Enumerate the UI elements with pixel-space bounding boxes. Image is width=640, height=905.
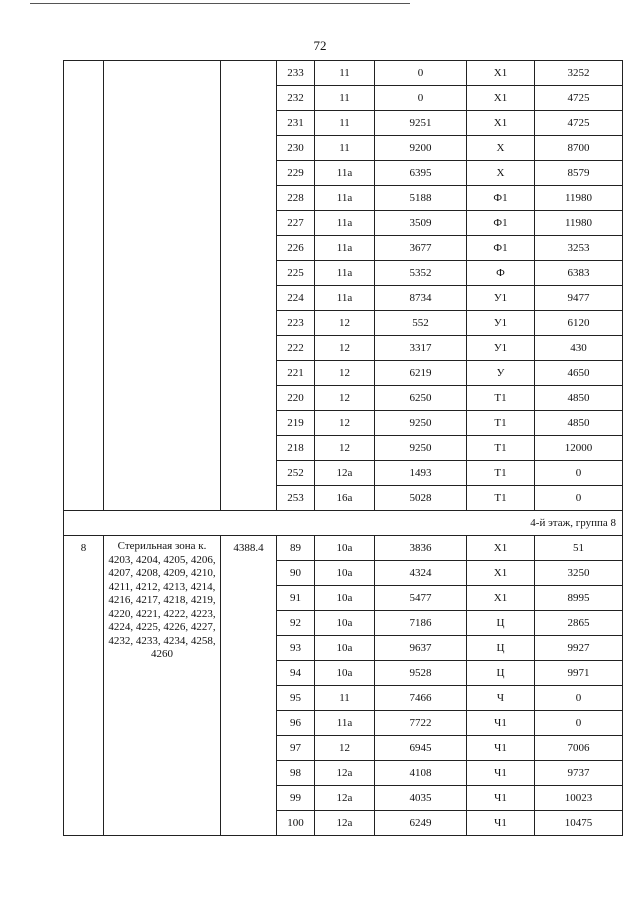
value-cell: 8734 bbox=[375, 286, 467, 311]
value-cell: 6250 bbox=[375, 386, 467, 411]
room-cell: 95 bbox=[277, 686, 315, 711]
code-cell: Ф1 bbox=[467, 236, 535, 261]
amount-cell: 10475 bbox=[535, 811, 623, 836]
value-cell: 3317 bbox=[375, 336, 467, 361]
room-cell: 93 bbox=[277, 636, 315, 661]
code-cell: У1 bbox=[467, 336, 535, 361]
amount-cell: 4850 bbox=[535, 411, 623, 436]
code-cell: X1 bbox=[467, 61, 535, 86]
value-cell: 9200 bbox=[375, 136, 467, 161]
room-cell: 231 bbox=[277, 111, 315, 136]
amount-cell: 4725 bbox=[535, 111, 623, 136]
amount-cell: 51 bbox=[535, 536, 623, 561]
group-heading: 4-й этаж, группа 8 bbox=[64, 511, 623, 536]
amount-cell: 9477 bbox=[535, 286, 623, 311]
code-cell: Ф bbox=[467, 261, 535, 286]
amount-cell: 7006 bbox=[535, 736, 623, 761]
table-row bbox=[64, 536, 623, 561]
code-cell: X bbox=[467, 161, 535, 186]
type-cell: 12a bbox=[315, 811, 375, 836]
value-cell: 6249 bbox=[375, 811, 467, 836]
code-cell: Т1 bbox=[467, 411, 535, 436]
value-cell: 6945 bbox=[375, 736, 467, 761]
amount-cell: 9971 bbox=[535, 661, 623, 686]
room-cell: 97 bbox=[277, 736, 315, 761]
amount-cell: 0 bbox=[535, 486, 623, 511]
code-cell: Ч1 bbox=[467, 711, 535, 736]
room-cell: 253 bbox=[277, 486, 315, 511]
type-cell: 10a bbox=[315, 636, 375, 661]
value-cell: 9251 bbox=[375, 111, 467, 136]
type-cell: 11a bbox=[315, 236, 375, 261]
value-cell: 9250 bbox=[375, 411, 467, 436]
code-cell: Ф1 bbox=[467, 211, 535, 236]
room-cell: 94 bbox=[277, 661, 315, 686]
code-cell: X1 bbox=[467, 86, 535, 111]
code-cell: X1 bbox=[467, 561, 535, 586]
group-number-cell bbox=[64, 61, 104, 511]
register-table-body bbox=[64, 61, 623, 836]
code-cell: Ч1 bbox=[467, 761, 535, 786]
type-cell: 12 bbox=[315, 736, 375, 761]
room-cell: 232 bbox=[277, 86, 315, 111]
type-cell: 12a bbox=[315, 786, 375, 811]
value-cell: 4035 bbox=[375, 786, 467, 811]
value-cell: 7722 bbox=[375, 711, 467, 736]
code-cell: Ч bbox=[467, 686, 535, 711]
code-cell: X bbox=[467, 136, 535, 161]
room-cell: 98 bbox=[277, 761, 315, 786]
amount-cell: 4850 bbox=[535, 386, 623, 411]
code-cell: У1 bbox=[467, 311, 535, 336]
type-cell: 11 bbox=[315, 111, 375, 136]
type-cell: 11 bbox=[315, 136, 375, 161]
amount-cell: 3253 bbox=[535, 236, 623, 261]
code-cell: У1 bbox=[467, 286, 535, 311]
amount-cell: 8700 bbox=[535, 136, 623, 161]
value-cell: 5477 bbox=[375, 586, 467, 611]
amount-cell: 0 bbox=[535, 711, 623, 736]
group-area: 4388.4 bbox=[221, 536, 277, 836]
type-cell: 12 bbox=[315, 361, 375, 386]
type-cell: 11 bbox=[315, 61, 375, 86]
scan-top-line bbox=[30, 3, 410, 4]
code-cell: У bbox=[467, 361, 535, 386]
room-cell: 96 bbox=[277, 711, 315, 736]
group-heading-row bbox=[64, 511, 623, 536]
code-cell: Ц bbox=[467, 611, 535, 636]
type-cell: 11a bbox=[315, 286, 375, 311]
value-cell: 4324 bbox=[375, 561, 467, 586]
type-cell: 10a bbox=[315, 586, 375, 611]
code-cell: X1 bbox=[467, 586, 535, 611]
room-cell: 92 bbox=[277, 611, 315, 636]
type-cell: 10a bbox=[315, 561, 375, 586]
value-cell: 5028 bbox=[375, 486, 467, 511]
room-cell: 91 bbox=[277, 586, 315, 611]
type-cell: 10a bbox=[315, 536, 375, 561]
type-cell: 11a bbox=[315, 261, 375, 286]
amount-cell: 12000 bbox=[535, 436, 623, 461]
room-cell: 233 bbox=[277, 61, 315, 86]
code-cell: X1 bbox=[467, 536, 535, 561]
room-cell: 229 bbox=[277, 161, 315, 186]
amount-cell: 9737 bbox=[535, 761, 623, 786]
value-cell: 5188 bbox=[375, 186, 467, 211]
room-cell: 218 bbox=[277, 436, 315, 461]
amount-cell: 9927 bbox=[535, 636, 623, 661]
type-cell: 10a bbox=[315, 611, 375, 636]
description-cell bbox=[104, 61, 221, 511]
value-cell: 1493 bbox=[375, 461, 467, 486]
amount-cell: 6120 bbox=[535, 311, 623, 336]
room-cell: 230 bbox=[277, 136, 315, 161]
room-cell: 227 bbox=[277, 211, 315, 236]
type-cell: 12 bbox=[315, 386, 375, 411]
type-cell: 11a bbox=[315, 211, 375, 236]
room-cell: 221 bbox=[277, 361, 315, 386]
code-cell: Ч1 bbox=[467, 786, 535, 811]
amount-cell: 4650 bbox=[535, 361, 623, 386]
value-cell: 7186 bbox=[375, 611, 467, 636]
type-cell: 11a bbox=[315, 711, 375, 736]
amount-cell: 8579 bbox=[535, 161, 623, 186]
room-cell: 222 bbox=[277, 336, 315, 361]
room-cell: 89 bbox=[277, 536, 315, 561]
value-cell: 5352 bbox=[375, 261, 467, 286]
room-cell: 225 bbox=[277, 261, 315, 286]
room-cell: 226 bbox=[277, 236, 315, 261]
code-cell: Ч1 bbox=[467, 736, 535, 761]
value-cell: 9637 bbox=[375, 636, 467, 661]
group-number: 8 bbox=[64, 536, 104, 836]
value-cell: 4108 bbox=[375, 761, 467, 786]
type-cell: 12 bbox=[315, 336, 375, 361]
value-cell: 6219 bbox=[375, 361, 467, 386]
amount-cell: 11980 bbox=[535, 211, 623, 236]
type-cell: 12a bbox=[315, 761, 375, 786]
code-cell: X1 bbox=[467, 111, 535, 136]
room-cell: 223 bbox=[277, 311, 315, 336]
room-cell: 252 bbox=[277, 461, 315, 486]
type-cell: 11 bbox=[315, 686, 375, 711]
room-cell: 99 bbox=[277, 786, 315, 811]
value-cell: 6395 bbox=[375, 161, 467, 186]
code-cell: Т1 bbox=[467, 386, 535, 411]
amount-cell: 3252 bbox=[535, 61, 623, 86]
room-cell: 224 bbox=[277, 286, 315, 311]
value-cell: 552 bbox=[375, 311, 467, 336]
amount-cell: 3250 bbox=[535, 561, 623, 586]
code-cell: Т1 bbox=[467, 436, 535, 461]
room-cell: 219 bbox=[277, 411, 315, 436]
page-number: 72 bbox=[313, 38, 327, 53]
type-cell: 16a bbox=[315, 486, 375, 511]
value-cell: 0 bbox=[375, 86, 467, 111]
code-cell: Ф1 bbox=[467, 186, 535, 211]
amount-cell: 10023 bbox=[535, 786, 623, 811]
type-cell: 12 bbox=[315, 436, 375, 461]
type-cell: 10a bbox=[315, 661, 375, 686]
value-cell: 9528 bbox=[375, 661, 467, 686]
amount-cell: 6383 bbox=[535, 261, 623, 286]
type-cell: 12 bbox=[315, 411, 375, 436]
area-cell bbox=[221, 61, 277, 511]
amount-cell: 0 bbox=[535, 686, 623, 711]
code-cell: Ч1 bbox=[467, 811, 535, 836]
type-cell: 12 bbox=[315, 311, 375, 336]
room-cell: 100 bbox=[277, 811, 315, 836]
amount-cell: 4725 bbox=[535, 86, 623, 111]
amount-cell: 8995 bbox=[535, 586, 623, 611]
value-cell: 3836 bbox=[375, 536, 467, 561]
room-cell: 220 bbox=[277, 386, 315, 411]
amount-cell: 11980 bbox=[535, 186, 623, 211]
amount-cell: 0 bbox=[535, 461, 623, 486]
register-table bbox=[63, 60, 623, 836]
type-cell: 12a bbox=[315, 461, 375, 486]
code-cell: Т1 bbox=[467, 461, 535, 486]
amount-cell: 2865 bbox=[535, 611, 623, 636]
room-cell: 90 bbox=[277, 561, 315, 586]
group-description: Стерильная зона к. 4203, 4204, 4205, 4206, 4207, 4208, 4209, 4210, 4211, 4212, 4213, 4214, 4216, 4217, 4218, 4219, 4220, 4221, 4222, 4223, 4224, 4225, 4226, 4227, 4232, 4233, 4234, 4258, 4260 bbox=[104, 536, 221, 836]
type-cell: 11 bbox=[315, 86, 375, 111]
type-cell: 11a bbox=[315, 186, 375, 211]
table-row bbox=[64, 61, 623, 86]
value-cell: 9250 bbox=[375, 436, 467, 461]
room-cell: 228 bbox=[277, 186, 315, 211]
type-cell: 11a bbox=[315, 161, 375, 186]
value-cell: 0 bbox=[375, 61, 467, 86]
value-cell: 3677 bbox=[375, 236, 467, 261]
code-cell: Т1 bbox=[467, 486, 535, 511]
amount-cell: 430 bbox=[535, 336, 623, 361]
code-cell: Ц bbox=[467, 661, 535, 686]
value-cell: 7466 bbox=[375, 686, 467, 711]
code-cell: Ц bbox=[467, 636, 535, 661]
value-cell: 3509 bbox=[375, 211, 467, 236]
